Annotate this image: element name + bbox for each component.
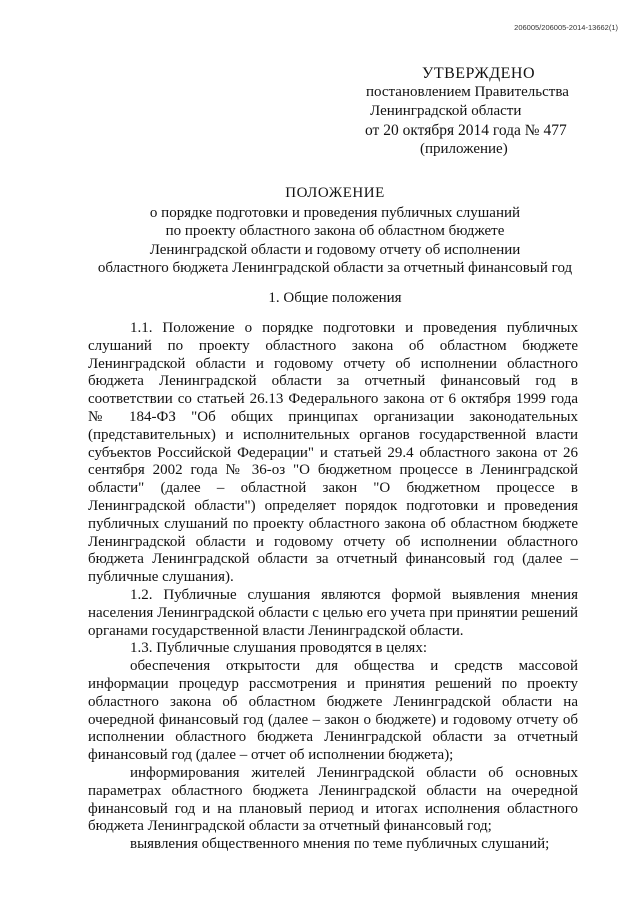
subtitle-line: по проекту областного закона об областном бюджете	[165, 223, 505, 239]
document-id: 206005/206005-2014-13662(1)	[514, 23, 618, 32]
document-body	[88, 320, 578, 854]
paragraph-1-3: 1.3. Публичные слушания проводятся в целях:	[130, 640, 427, 657]
approval-date: от 20 октября 2014 года № 477	[365, 122, 567, 139]
document-title-block	[40, 184, 630, 278]
paragraph-1-2: 1.2. Публичные слушания являются формой выявления мнения населения Ленинградской области с целью его учета при принятии решений органами государственной власти Ленинградской области.	[88, 586, 578, 639]
approval-line-2: Ленинградской области	[370, 103, 522, 119]
paragraph-1-1: 1.1. Положение о порядке подготовки и проведения публичных слушаний по проекту областного закона об областном бюджете Ленинградской области и годовому отчету об исполнении областного бюджета Ленинградской области за отчетный финансовый год в соответствии со статьей 26.13 Федерального закона от 6 октября 1999 года № 184-ФЗ "Об общих принципах организации законодательных (представительных) и исполнительных органов государственной власти субъектов Российской Федерации" и статьей 29.4 областного закона от 26 сентября 2002 года № 36-оз "О бюджетном процессе в Ленинградской области" (далее – областной закон "О бюджетном процессе в Ленинградской области") определяет порядок подготовки и проведения публичных слушаний по проекту областного закона об областном бюджете Ленинградской области и годовому отчету об исполнении областного бюджета Ленинградской области за отчетный финансовый год (далее – публичные слушания).	[88, 320, 578, 586]
subtitle-line: областного бюджета Ленинградской области за отчетный финансовый год	[97, 260, 573, 276]
subtitle-line: о порядке подготовки и проведения публичных слушаний	[149, 204, 521, 221]
approval-line-1: постановлением Правительства	[366, 84, 569, 100]
paragraph-goal: выявления общественного мнения по теме публичных слушаний;	[130, 836, 550, 853]
approval-title: УТВЕРЖДЕНО	[422, 65, 536, 82]
subtitle-line: Ленинградской области и годовому отчету об исполнении	[149, 241, 521, 258]
approval-stamp	[362, 64, 622, 159]
document-title: ПОЛОЖЕНИЕ	[285, 185, 385, 201]
section-heading: 1. Общие положения	[268, 290, 402, 306]
paragraph-goal: информирования жителей Ленинградской области об основных параметрах областного бюджета Ленинградской области на очередной финансовый год и на плановый период и итогах исполнения областного бюджета Ленинградской области за отчетный финансовый год;	[88, 764, 578, 835]
paragraph-goal: обеспечения открытости для общества и средств массовой информации процедур рассмотрения и принятия решений по проекту областного закона об областном бюджете Ленинградской области на очередной финансовый год (далее – закон о бюджете) и годовому отчету об исполнении областного бюджета Ленинградской области за отчетный финансовый год (далее – отчет об исполнении бюджета);	[88, 658, 578, 764]
approval-note: (приложение)	[420, 141, 508, 157]
